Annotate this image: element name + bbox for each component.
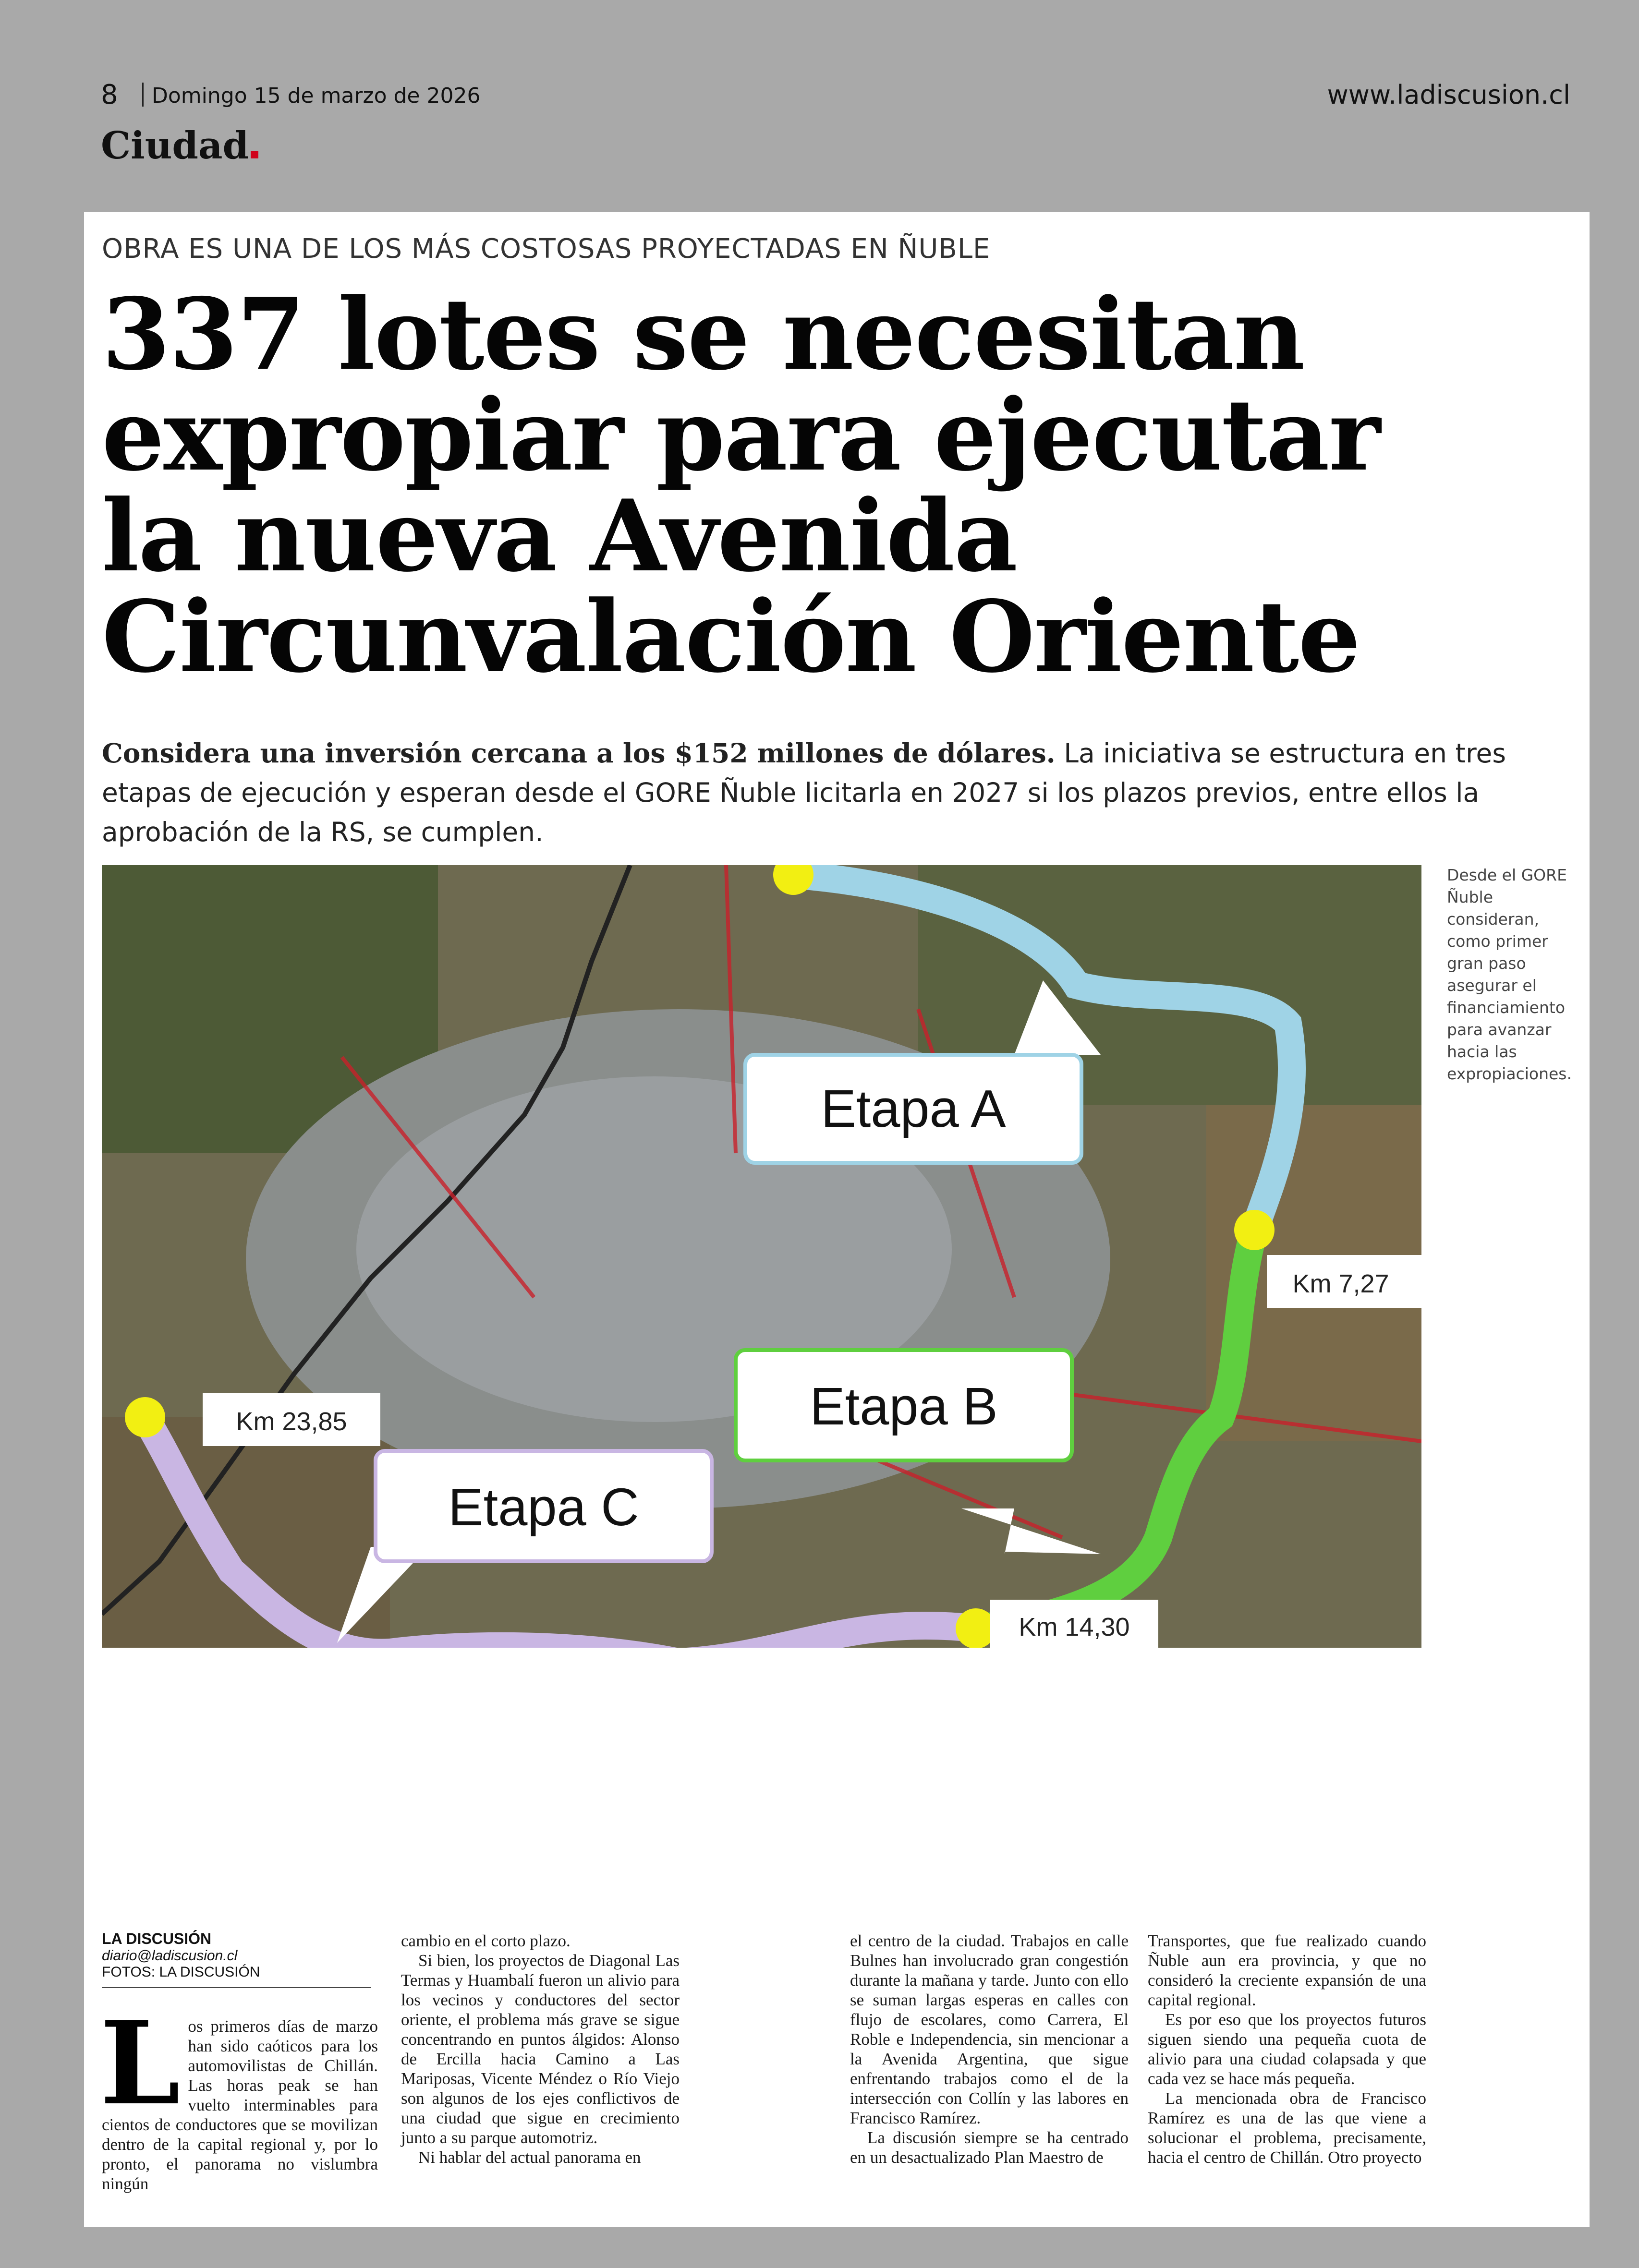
byline-rule (102, 1987, 371, 1988)
section-name: Ciudad (101, 124, 249, 168)
etapa-c-text: Etapa C (448, 1478, 639, 1537)
photo-caption: Desde el GORE Ñuble consideran, como primer gran paso asegurar el financiamiento para avanzar hacia las expropiaciones. (1447, 866, 1572, 1083)
header-divider (142, 83, 144, 107)
byline-email[interactable]: diario@ladiscusion.cl (102, 1948, 238, 1964)
body-column-4 (1148, 1931, 1426, 2167)
section-dot (251, 151, 258, 158)
body-paragraph: Si bien, los proyectos de Diagonal Las Termas y Huambalí fueron un alivio para los vecinos y conductores del sector oriente, el problema más grave se sigue concentrando en puntos álgidos: Alonso de Ercilla hacia Camino a Las Mariposas, Vicente Méndez o Río Viejo son algunos de los ejes conflictivos de una ciudad que sigue en crecimiento junto a su parque automotriz. (401, 1951, 680, 2147)
body-paragraph: cambio en el corto plazo. (401, 1931, 571, 1950)
body-paragraph: Transportes, que fue realizado cuando Ñuble aun era provincia, y que no consideró la creciente expansión de una capital regional. (1148, 1931, 1426, 2009)
map-svg (102, 865, 1421, 1648)
etapa-b-text: Etapa B (810, 1377, 998, 1436)
body-paragraph: Ni hablar del actual panorama en (418, 2148, 641, 2167)
page-header (101, 77, 1570, 115)
body-paragraph: el centro de la ciudad. Trabajos en calle Bulnes han involucrado gran congestión durante la mañana y tarde. Junto con ello se suman largas esperas en calles con flujo de escolares, como Carrera, El Roble e Independencia, sin mencionar a la Avenida Argentina, que sigue enfrentando trabajos como el de la intersección con Collín y las labores en Francisco Ramírez. (850, 1931, 1129, 2127)
etapa-a-text: Etapa A (821, 1079, 1006, 1138)
field-southwest (102, 1417, 390, 1648)
km-label-2: Km 23,85 (236, 1407, 347, 1436)
kicker: OBRA ES UNA DE LOS MÁS COSTOSAS PROYECTADAS EN ÑUBLE (102, 233, 991, 265)
route-marker-km-23-85 (125, 1397, 165, 1437)
byline-photos: FOTOS: LA DISCUSIÓN (102, 1964, 260, 1980)
site-url[interactable]: www.ladiscusion.cl (1327, 80, 1570, 110)
deck-bold: Considera una inversión cercana a los $152 millones de dólares. (102, 737, 1056, 769)
route-marker-km-7-27 (1234, 1210, 1275, 1250)
headline-line: 337 lotes se necesitan (102, 277, 1304, 392)
km-label-3: Km 14,30 (1019, 1613, 1130, 1641)
route-map (102, 865, 1421, 1648)
headline (102, 277, 1542, 695)
headline-line: la nueva Avenida (102, 479, 1017, 594)
body-paragraph: os primeros días de marzo han sido caóticos para los automovilistas de Chillán. Las horas peak se han vuelto interminables para cientos de conductores que se movilizan dentro de la capital regional y, por lo pronto, el panorama no vislumbra ningún (102, 2017, 378, 2193)
issue-date: Domingo 15 de marzo de 2026 (152, 84, 481, 108)
headline-line: expropiar para ejecutar (102, 378, 1380, 493)
body-paragraph: La discusión siempre se ha centrado en un desactualizado Plan Maestro de (850, 2128, 1129, 2167)
deck-text: La iniciativa se estructura en tres etapas de ejecución y esperan desde el GORE Ñuble licitarla en 2027 si los plazos previos, entre ellos la aprobación de la RS, se cumplen. (102, 738, 1506, 847)
km-label-1: Km 7,27 (1292, 1269, 1389, 1298)
section-label (101, 124, 258, 168)
headline-line: Circunvalación Oriente (102, 579, 1360, 695)
body-paragraph: La mencionada obra de Francisco Ramírez es una de las que viene a solucionar el problema, precisamente, hacia el centro de Chillán. Otro proyecto (1148, 2089, 1426, 2167)
article-sheet (84, 212, 1590, 2227)
body-column-1 (100, 1997, 378, 2194)
byline (102, 1930, 371, 1988)
body-column-3 (850, 1931, 1129, 2167)
byline-outlet: LA DISCUSIÓN (102, 1930, 212, 1947)
dropcap: L (100, 1997, 181, 2131)
route-marker-km-14-30 (956, 1608, 996, 1648)
deck (102, 734, 1562, 852)
body-column-2 (401, 1931, 680, 2167)
page-number: 8 (101, 79, 118, 110)
body-paragraph: Es por eso que los proyectos futuros siguen siendo una pequeña cuota de alivio para una ciudad colapsada y que cada vez se hace más pequeña. (1148, 2010, 1426, 2088)
